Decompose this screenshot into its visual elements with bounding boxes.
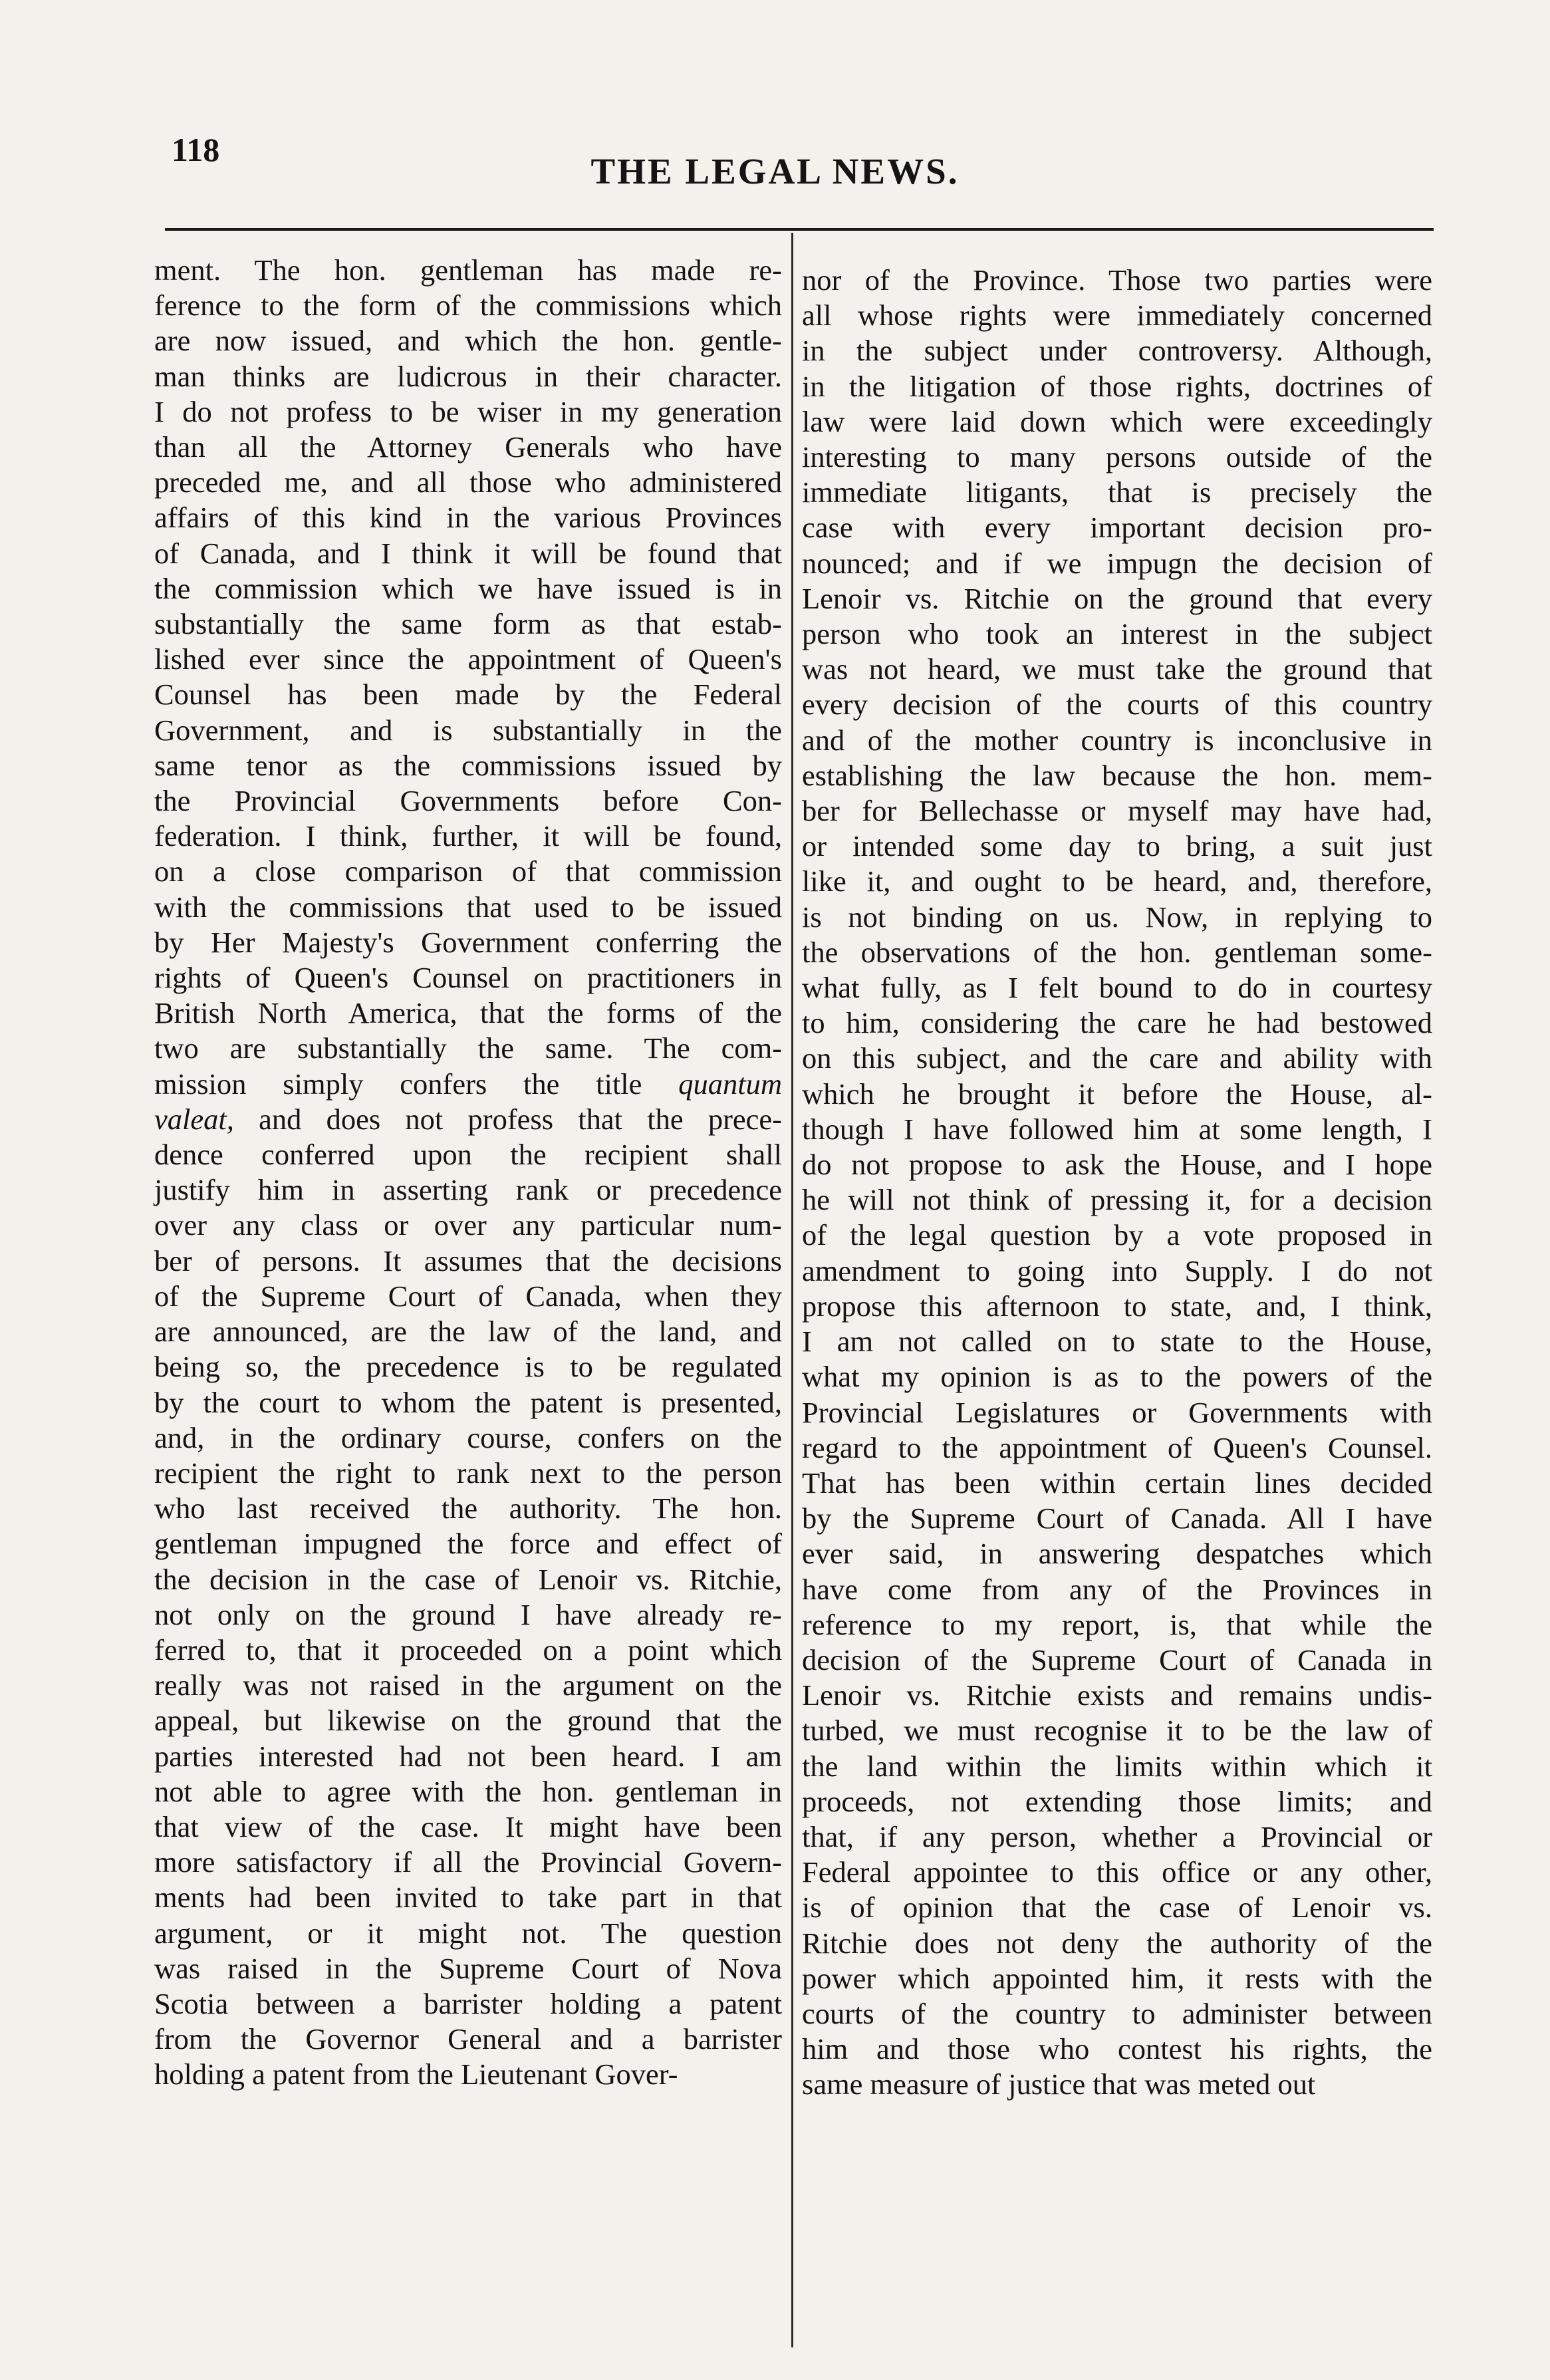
left-line: recipient the right to rank next to the person	[154, 1456, 782, 1490]
right-line: power which appointed him, it rests with the	[802, 1961, 1432, 1995]
left-line: British North America, that the forms of the	[154, 996, 782, 1030]
left-line: federation. I think, further, it will be found,	[154, 819, 782, 853]
left-line: parties interested had not been heard. I am	[154, 1739, 782, 1773]
right-line: law were laid down which were exceedingly	[802, 404, 1432, 438]
left-line: from the Governor General and a barrister	[154, 2022, 782, 2056]
left-line: Scotia between a barrister holding a patent	[154, 1986, 782, 2020]
left-line: by Her Majesty's Government conferring the	[154, 925, 782, 959]
right-line: amendment to going into Supply. I do not	[802, 1254, 1432, 1287]
left-line: of Canada, and I think it will be found that	[154, 536, 782, 570]
left-line: ments had been invited to take part in that	[154, 1881, 782, 1915]
right-line: that, if any person, whether a Provincial or	[802, 1819, 1432, 1853]
right-line: Provincial Legislatures or Governments with	[802, 1395, 1432, 1429]
right-line: or intended some day to bring, a suit just	[802, 829, 1432, 863]
left-line: lished ever since the appointment of Queen's	[154, 642, 782, 676]
left-line: gentleman impugned the force and effect of	[154, 1527, 782, 1561]
column-divider	[791, 233, 793, 2347]
right-line: is not binding on us. Now, in replying to	[802, 900, 1432, 934]
right-line: proceeds, not extending those limits; and	[802, 1784, 1432, 1818]
right-line: what fully, as I felt bound to do in courtesy	[802, 971, 1432, 1005]
left-line: Government, and is substantially in the	[154, 713, 782, 747]
right-line: was not heard, we must take the ground that	[802, 652, 1432, 686]
left-line: appeal, but likewise on the ground that the	[154, 1704, 782, 1738]
right-line: Lenoir vs. Ritchie on the ground that every	[802, 581, 1432, 615]
left-line: two are substantially the same. The com-	[154, 1031, 782, 1065]
left-line: argument, or it might not. The question	[154, 1916, 782, 1950]
right-line: though I have followed him at some length, I	[802, 1112, 1432, 1146]
left-line: the decision in the case of Lenoir vs. Ritchie,	[154, 1562, 782, 1596]
right-line: do not propose to ask the House, and I hope	[802, 1148, 1432, 1182]
left-line: who last received the authority. The hon.	[154, 1492, 782, 1525]
left-line: ferred to, that it proceeded on a point which	[154, 1633, 782, 1666]
right-line: and of the mother country is inconclusive in	[802, 723, 1432, 757]
right-line: he will not think of pressing it, for a decision	[802, 1183, 1432, 1217]
right-line: courts of the country to administer between	[802, 1996, 1432, 2030]
right-line: turbed, we must recognise it to be the law of	[802, 1714, 1432, 1748]
left-line: man thinks are ludicrous in their character.	[154, 359, 782, 393]
left-line: rights of Queen's Counsel on practitioners in	[154, 961, 782, 995]
left-line: ment. The hon. gentleman has made re-	[154, 253, 782, 287]
right-line: every decision of the courts of this country	[802, 688, 1432, 722]
right-line: what my opinion is as to the powers of the	[802, 1360, 1432, 1394]
left-line: I do not profess to be wiser in my generation	[154, 394, 782, 428]
left-column	[154, 253, 782, 2093]
right-line: all whose rights were immediately concerned	[802, 299, 1432, 332]
right-line: regard to the appointment of Queen's Counsel.	[802, 1430, 1432, 1464]
left-line: by the court to whom the patent is presented,	[154, 1385, 782, 1419]
left-line: holding a patent from the Lieutenant Gover-	[154, 2057, 678, 2091]
left-line: ference to the form of the commissions which	[154, 289, 782, 323]
right-line: decision of the Supreme Court of Canada in	[802, 1643, 1432, 1676]
right-column	[802, 263, 1432, 2103]
left-line: over any class or over any particular num-	[154, 1208, 782, 1242]
running-head-title: THE LEGAL NEWS.	[590, 151, 960, 192]
left-line: and, in the ordinary course, confers on the	[154, 1420, 782, 1454]
right-line: immediate litigants, that is precisely the	[802, 475, 1432, 509]
header-rule	[165, 228, 1434, 231]
latin-term-valeat: valeat,	[154, 1102, 234, 1136]
left-line: the Provincial Governments before Con-	[154, 784, 782, 818]
right-line: Ritchie does not deny the authority of the	[802, 1926, 1432, 1960]
left-line: Counsel has been made by the Federal	[154, 678, 782, 712]
left-line: really was not raised in the argument on the	[154, 1668, 782, 1702]
left-line: on a close comparison of that commission	[154, 855, 782, 888]
right-line: is of opinion that the case of Lenoir vs.	[802, 1891, 1432, 1924]
left-line-with-latin	[154, 1067, 782, 1102]
left-line: more satisfactory if all the Provincial Govern-	[154, 1845, 782, 1879]
left-line: justify him in asserting rank or precedence	[154, 1173, 782, 1207]
left-line: substantially the same form as that estab-	[154, 607, 782, 641]
right-line: propose this afternoon to state, and, I think,	[802, 1289, 1432, 1323]
right-line: have come from any of the Provinces in	[802, 1572, 1432, 1606]
right-line: on this subject, and the care and ability with	[802, 1041, 1432, 1075]
right-line: of the legal question by a vote proposed in	[802, 1218, 1432, 1252]
left-line: preceded me, and all those who administered	[154, 465, 782, 499]
left-line-text: mission simply confers the title	[154, 1067, 642, 1101]
left-line: of the Supreme Court of Canada, when they	[154, 1279, 782, 1313]
left-line: than all the Attorney Generals who have	[154, 430, 782, 464]
left-line: are now issued, and which the hon. gentle-	[154, 324, 782, 358]
left-line-with-latin	[154, 1102, 782, 1137]
right-line: interesting to many persons outside of the	[802, 440, 1432, 474]
right-line: establishing the law because the hon. mem-	[802, 758, 1432, 792]
right-line: the observations of the hon. gentleman some-	[802, 935, 1432, 969]
left-line: affairs of this kind in the various Provinces	[154, 501, 782, 535]
left-line: that view of the case. It might have been	[154, 1809, 782, 1843]
right-line: ber for Bellechasse or myself may have had,	[802, 794, 1432, 828]
left-line: not only on the ground I have already re-	[154, 1597, 782, 1631]
right-line: to him, considering the care he had bestowed	[802, 1006, 1432, 1040]
left-line: are announced, are the law of the land, and	[154, 1315, 782, 1349]
right-line: That has been within certain lines decided	[802, 1466, 1432, 1500]
right-line: in the subject under controversy. Although,	[802, 334, 1432, 368]
right-line: I am not called on to state to the House,	[802, 1325, 1432, 1359]
right-line: by the Supreme Court of Canada. All I have	[802, 1502, 1432, 1535]
left-line: the commission which we have issued is in	[154, 571, 782, 605]
right-line: in the litigation of those rights, doctrines of	[802, 369, 1432, 403]
right-line: same measure of justice that was meted out	[802, 2067, 1316, 2101]
right-line: case with every important decision pro-	[802, 511, 1432, 545]
left-line-text: and does not profess that the prece-	[259, 1102, 782, 1136]
latin-term-quantum: quantum	[678, 1067, 783, 1101]
left-line: with the commissions that used to be issued	[154, 890, 782, 924]
right-line: him and those who contest his rights, the	[802, 2032, 1432, 2066]
right-line: Federal appointee to this office or any other,	[802, 1855, 1432, 1889]
left-line: same tenor as the commissions issued by	[154, 748, 782, 782]
left-line: being so, the precedence is to be regulated	[154, 1350, 782, 1384]
right-line: Lenoir vs. Ritchie exists and remains undis-	[802, 1678, 1432, 1712]
left-line: not able to agree with the hon. gentleman in	[154, 1774, 782, 1808]
left-line: dence conferred upon the recipient shall	[154, 1138, 782, 1172]
right-line: which he brought it before the House, al-	[802, 1077, 1432, 1111]
page-number: 118	[172, 131, 220, 168]
right-line: nounced; and if we impugn the decision of	[802, 546, 1432, 580]
right-line: the land within the limits within which it	[802, 1749, 1432, 1783]
right-line: nor of the Province. Those two parties were	[802, 263, 1432, 297]
left-line: ber of persons. It assumes that the decisions	[154, 1244, 782, 1277]
left-line: was raised in the Supreme Court of Nova	[154, 1951, 782, 1985]
right-line: reference to my report, is, that while the	[802, 1607, 1432, 1641]
right-line: like it, and ought to be heard, and, therefore,	[802, 864, 1432, 898]
right-line: person who took an interest in the subject	[802, 617, 1432, 651]
right-line: ever said, in answering despatches which	[802, 1537, 1432, 1571]
